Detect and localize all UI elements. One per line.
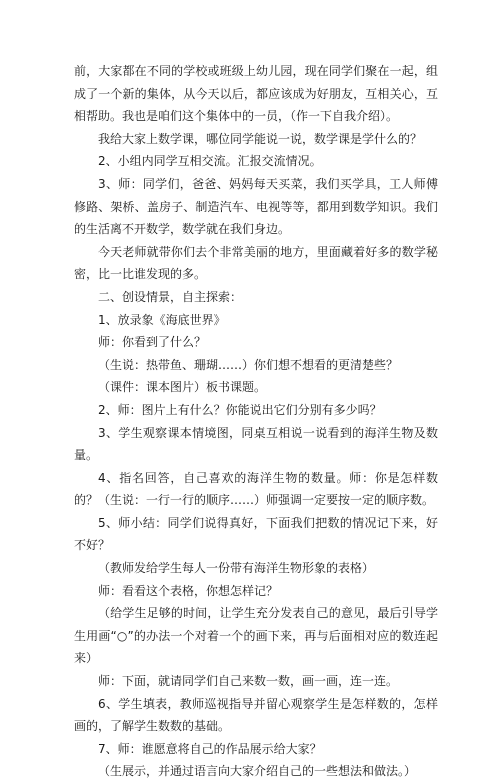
paragraph-13: 4、指名回答，自己喜欢的海洋生物的数量。师：你是怎样数的？（生说：一行一行的顺序……）师强调一定要按一定的顺序数。 [74,470,438,508]
paragraph-18: 师：下面，就请同学们自己来数一数，画一画，连一连。 [98,674,399,689]
paragraph-1: 前，大家都在不同的学校或班级上幼儿园，现在同学们聚在一起，组成了一个新的集体，从今天以后，都应该成为好朋友，互相关心，互相帮助。我也是咱们这个集体中的一员，（作一下自我介绍）。 [74,64,438,124]
paragraph-19: 6、学生填表，教师巡视指导并留心观察学生是怎样数的，怎样画的，了解学生数数的基础。 [74,696,438,734]
paragraph-8: 师：你看到了什么？ [98,335,207,350]
paragraph-9: （生说：热带鱼、珊瑚……）你们想不想看的更清楚些？ [98,357,399,372]
paragraph-5: 今天老师就带你们去个非常美丽的地方，里面藏着好多的数学秘密，比一比谁发现的多。 [74,244,438,282]
paragraph-7: 1、放录象《海底世界》 [98,312,226,327]
paragraph-14: 5、师小结：同学们说得真好，下面我们把数的情况记下来，好不好？ [74,515,438,553]
paragraph-20: 7、师：谁愿意将自己的作品展示给大家？ [98,741,322,756]
paragraph-16: 师：看看这个表格，你想怎样记？ [98,583,279,598]
section-heading: 二、创设情景，自主探索： [98,289,243,304]
paragraph-10: （课件：课本图片）板书课题。 [98,380,267,395]
paragraph-17: （给学生足够的时间，让学生充分发表自己的意见，最后引导学生用画“○”的办法一个对着一个的画下来，再与后面相对应的数连起来） [74,606,438,666]
paragraph-4: 3、师：同学们，爸爸、妈妈每天买菜，我们买学具，工人师傅修路、架桥、盖房子、制造汽车、电视等等，都用到数学知识。我们的生活离不开数学，数学就在我们身边。 [74,176,438,237]
paragraph-15: （教师发给学生每人一份带有海洋生物形象的表格） [98,561,375,576]
paragraph-11: 2、师：图片上有什么？你能说出它们分别有多少吗？ [98,402,382,417]
paragraph-21: （生展示，并通过语言向大家介绍自己的一些想法和做法。） [98,764,417,779]
paragraph-2: 我给大家上数学课，哪位同学能说一说，数学课是学什么的？ [98,131,423,146]
paragraph-3: 2、小组内同学互相交流。汇报交流情况。 [98,154,322,169]
paragraph-12: 3、学生观察课本情境图，同桌互相说一说看到的海洋生物及数量。 [74,425,438,463]
